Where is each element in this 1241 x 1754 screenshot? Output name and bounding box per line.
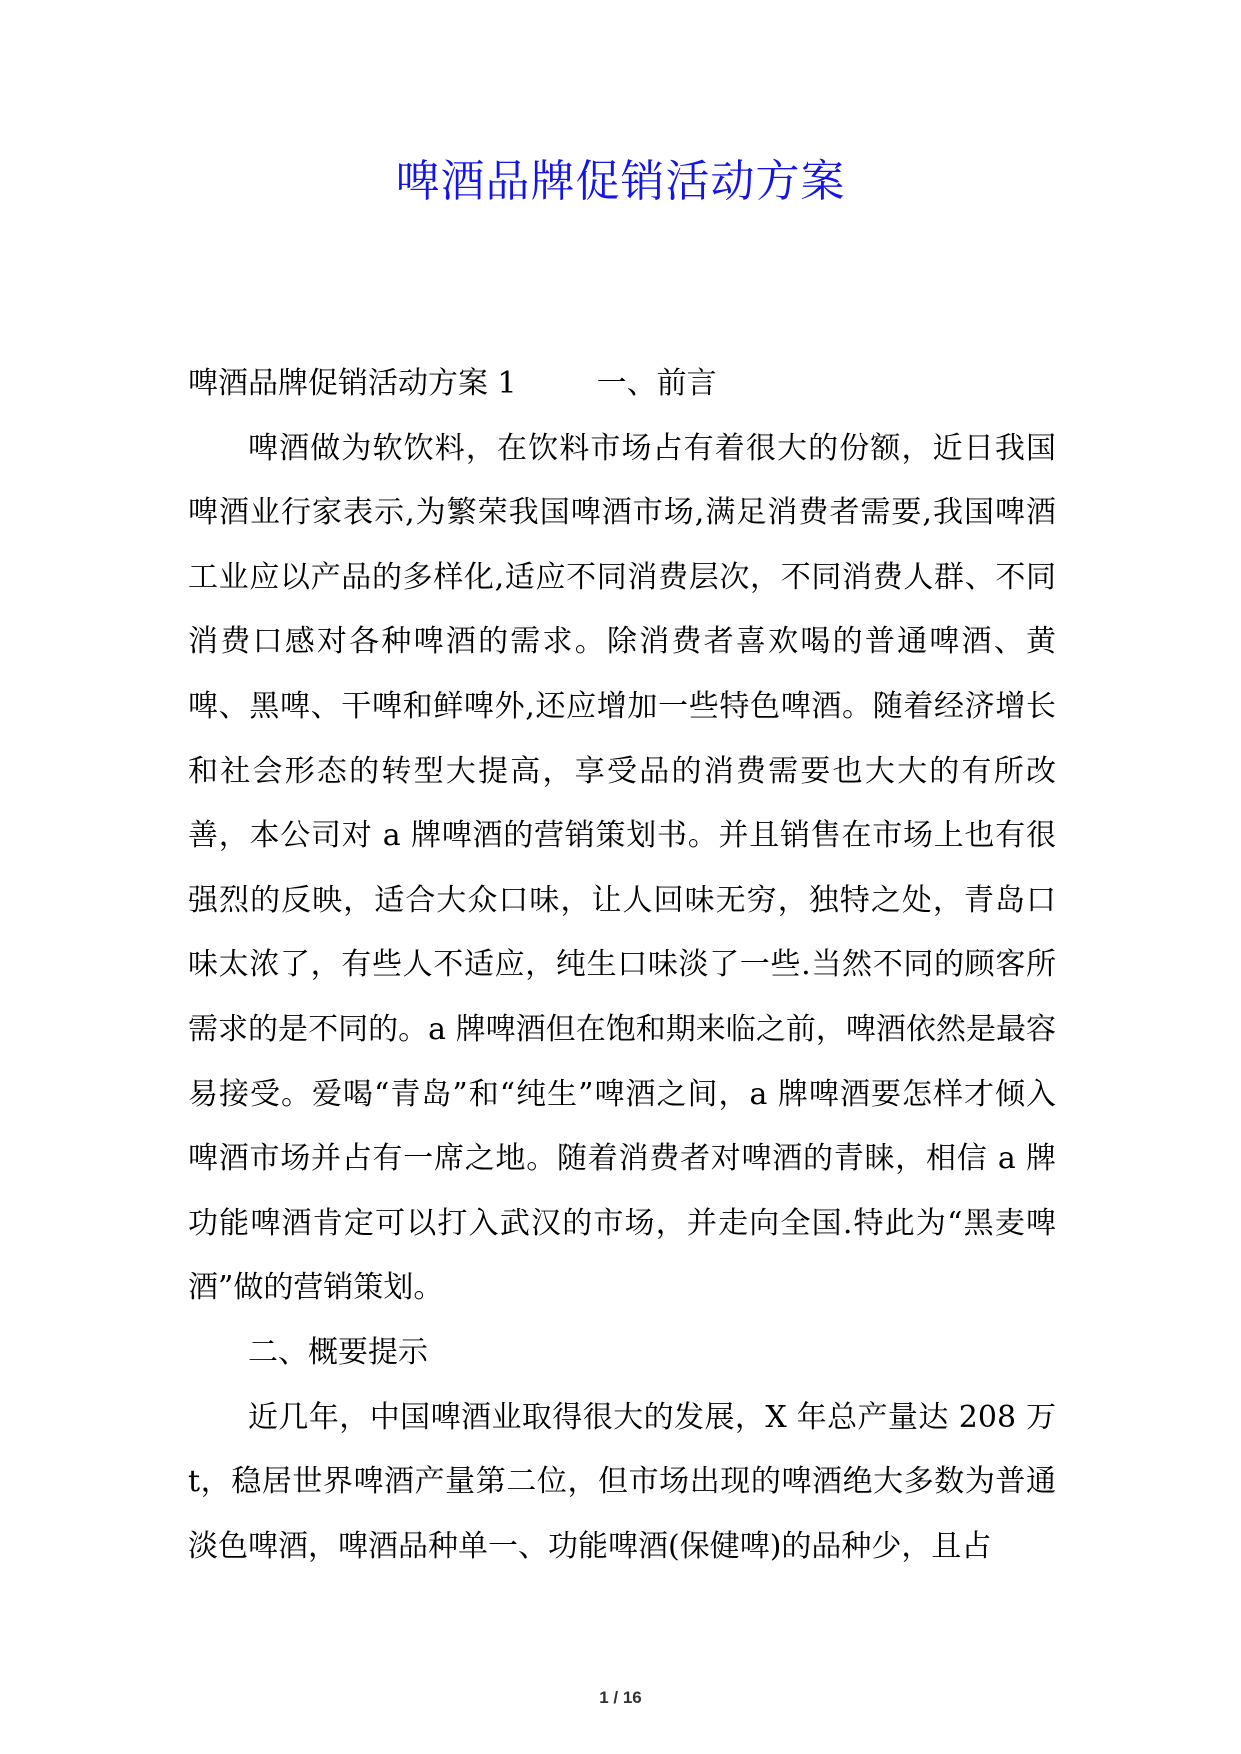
intro-heading: 啤酒品牌促销活动方案 1 (188, 366, 517, 401)
intro-heading-line (188, 352, 1056, 417)
section-heading-summary: 二、概要提示 (248, 1334, 428, 1370)
document-title: 啤酒品牌促销活动方案 (395, 156, 846, 207)
page-number: 1 / 16 (599, 1688, 642, 1707)
section-heading-preface: 一、前言 (596, 366, 717, 401)
paragraph-preface: 啤酒做为软饮料，在饮料市场占有着很大的份额，近日我国啤酒业行家表示,为繁荣我国啤酒市场,满足消费者需要,我国啤酒工业应以产品的多样化,适应不同消费层次，不同消费人群、不同消费口感对各种啤酒的需求。除消费者喜欢喝的普通啤酒、黄啤、黑啤、干啤和鲜啤外,还应增加一些特色啤酒。随着经济增长和社会形态的转型大提高，享受品的消费需要也大大的有所改善，本公司对 a 牌啤酒的营销策划书。并且销售在市场上也有很强烈的反映，适合大众口味，让人回味无穷，独特之处，青岛口味太浓了，有些人不适应，纯生口味淡了一些.当然不同的顾客所需求的是不同的。a 牌啤酒但在饱和期来临之前，啤酒依然是最容易接受。爱喝“青岛”和“纯生”啤酒之间，a 牌啤酒要怎样才倾入啤酒市场并占有一席之地。随着消费者对啤酒的青睐，相信 a 牌功能啤酒肯定可以打入武汉的市场，并走向全国.特此为“黑麦啤酒”做的营销策划。 (188, 430, 1056, 1306)
paragraph-summary: 近几年，中国啤酒业取得很大的发展，X 年总产量达 208 万 t，稳居世界啤酒产量第二位，但市场出现的啤酒绝大多数为普通淡色啤酒，啤酒品种单一、功能啤酒(保健啤)的品种少，且占 (188, 1399, 1056, 1564)
document-body (188, 352, 1056, 1579)
